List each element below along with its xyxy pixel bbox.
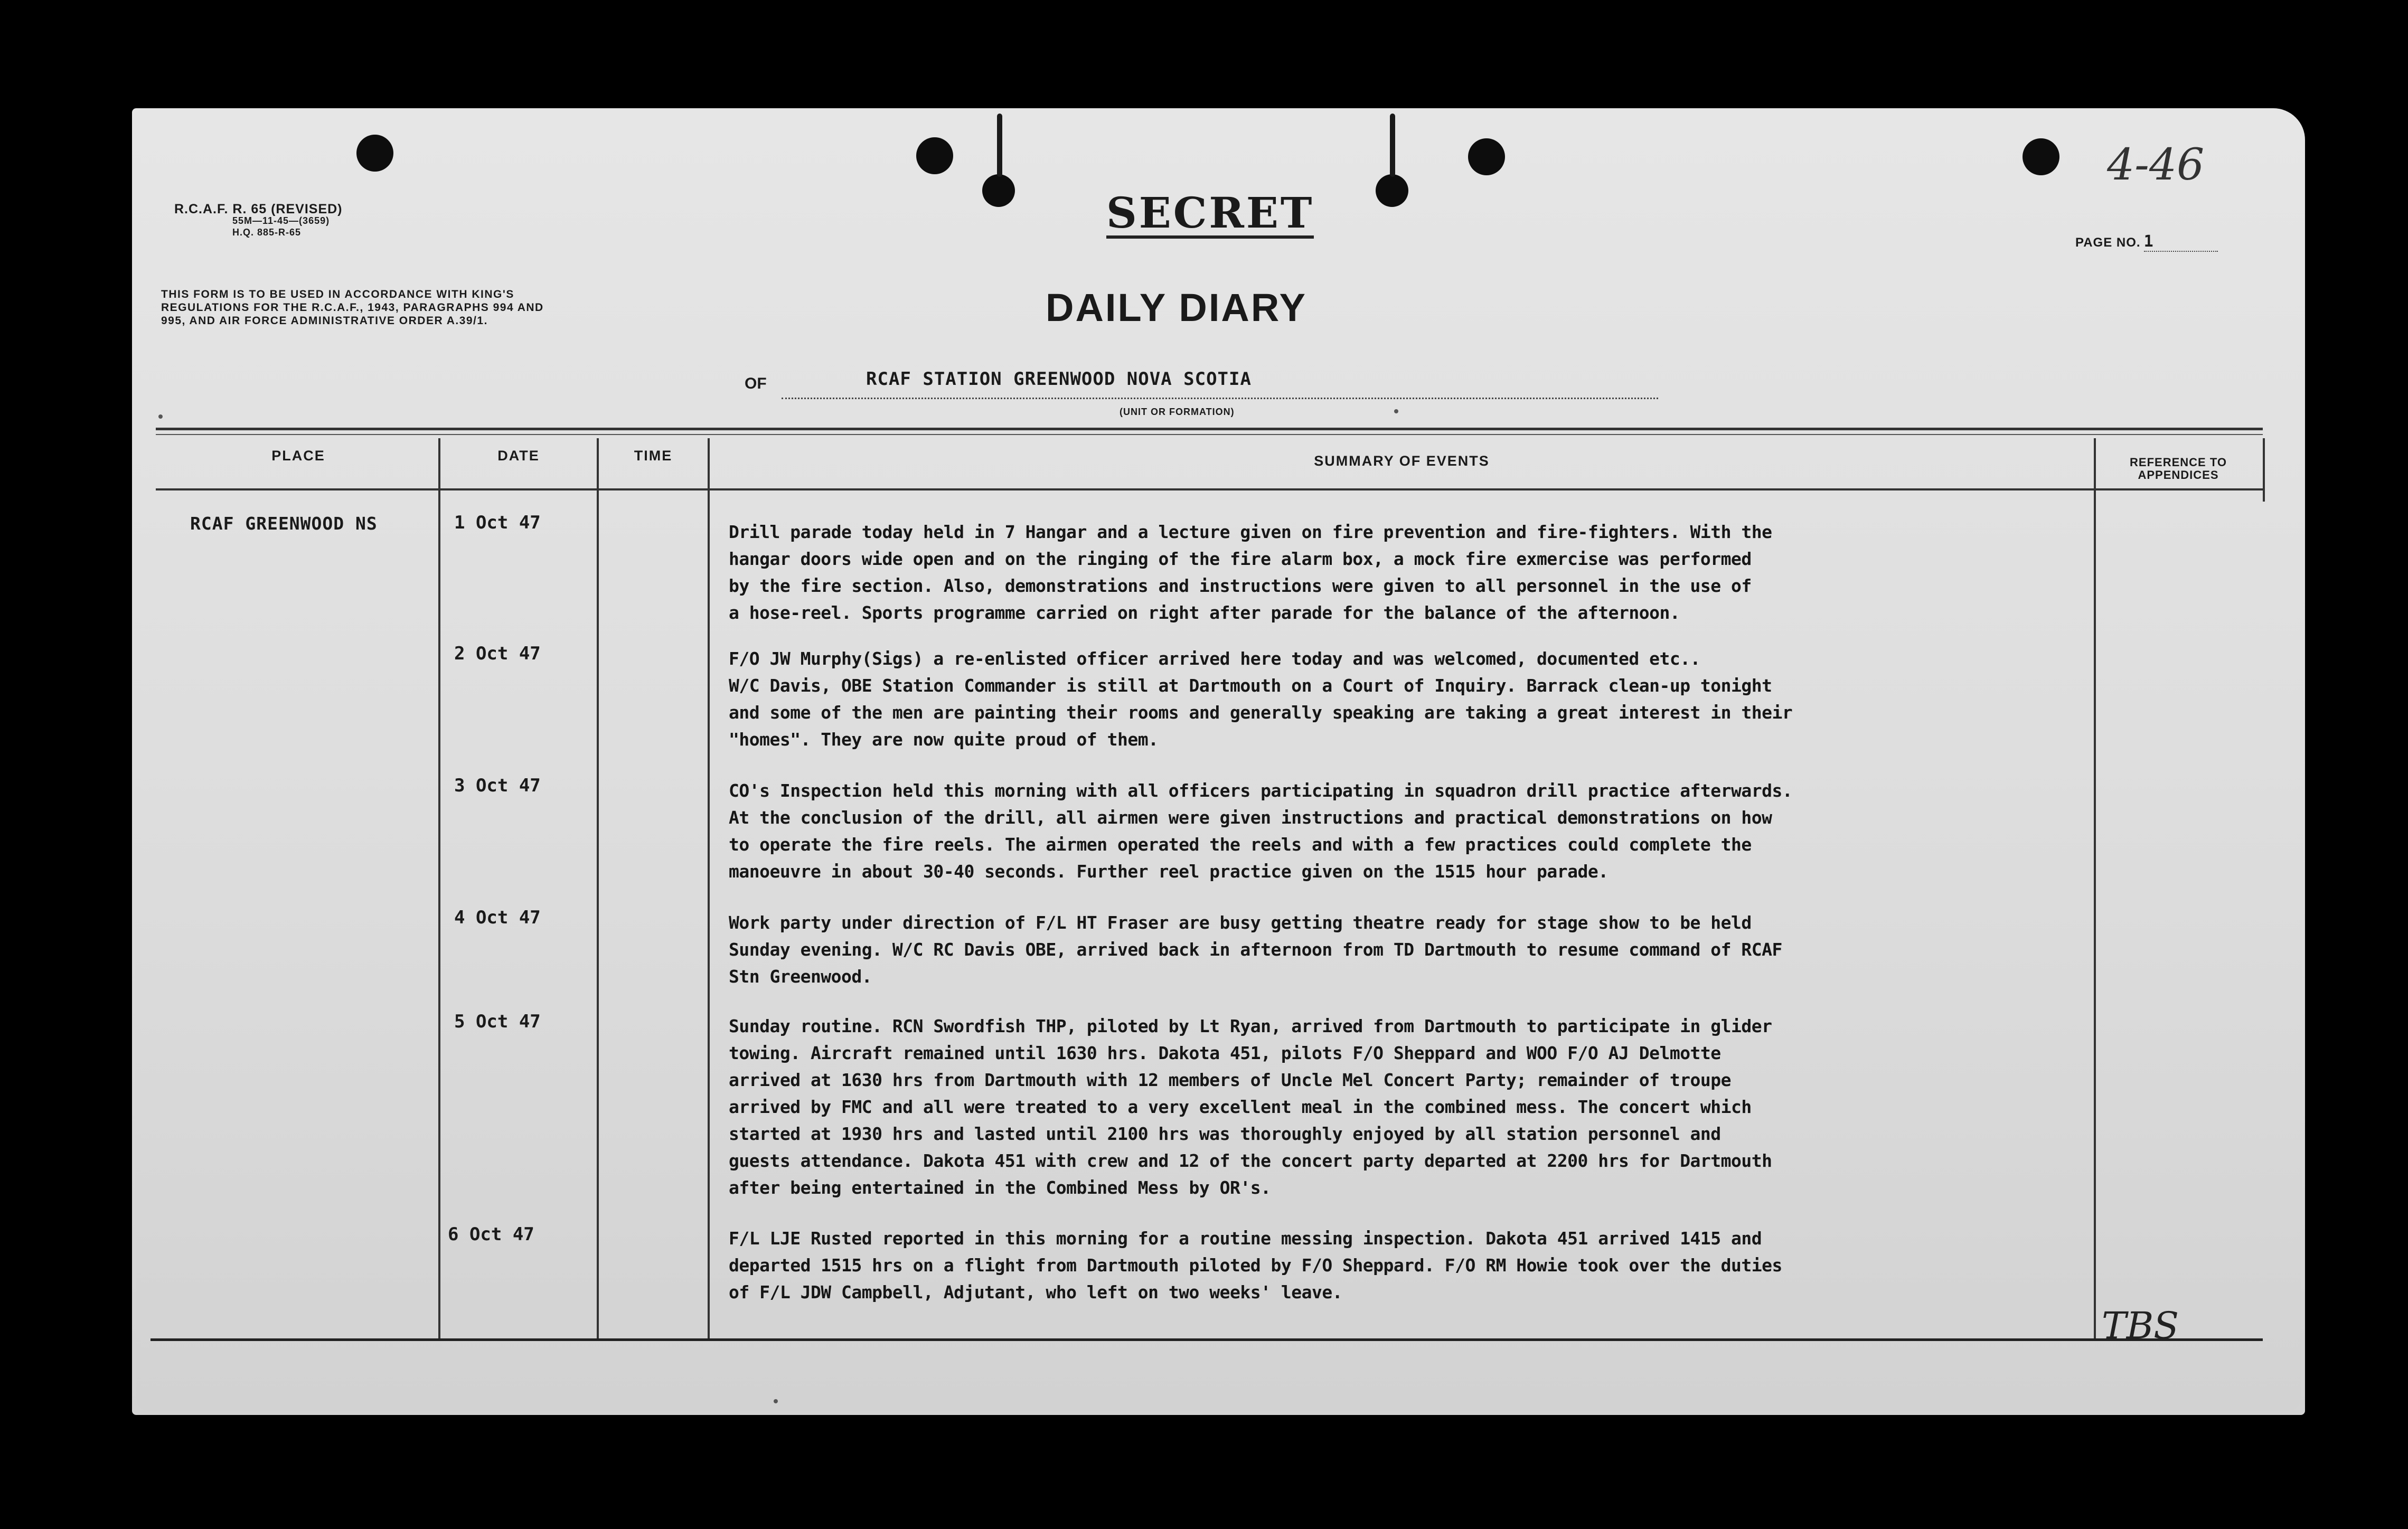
entry-line: arrived by FMC and all were treated to a very excellent meal in the combined mess. The concert which (729, 1097, 1752, 1117)
form-hq-ref: H.Q. 885-R-65 (232, 227, 302, 238)
place-cell: RCAF GREENWOOD NS (190, 513, 378, 534)
entry-line: departed 1515 hrs on a flight from Dartmouth piloted by F/O Sheppard. F/O RM Howie took over the duties (729, 1255, 1782, 1276)
punch-hole (1468, 138, 1505, 175)
entry-line: F/O JW Murphy(Sigs) a re-enlisted officer arrived here today and was welcomed, documented etc.. (729, 648, 1700, 669)
form-reference (174, 203, 343, 238)
classification-stamp: SECRET (1106, 188, 1314, 238)
date-cell: 6 Oct 47 (448, 1224, 534, 1245)
column-header-place: PLACE (271, 448, 325, 464)
paper-speck (1394, 409, 1398, 413)
entry-line: arrived at 1630 hrs from Dartmouth with 12 members of Uncle Mel Concert Party; remainder of troupe (729, 1070, 1732, 1090)
entry-line: Stn Greenwood. (729, 966, 872, 987)
entry-line: guests attendance. Dakota 451 with crew and 12 of the concert party departed at 2200 hrs for Dartmouth (729, 1150, 1772, 1171)
table-top-rule (156, 428, 2263, 430)
punch-hole (356, 135, 393, 172)
form-print-code: 55M—11-45—(3659) (232, 215, 330, 226)
form-number: R.C.A.F. R. 65 (REVISED) (174, 202, 343, 216)
entry-line: towing. Aircraft remained until 1630 hrs. Dakota 451, pilots F/O Sheppard and WOO F/O AJ Delmotte (729, 1043, 1721, 1063)
paper-speck (158, 414, 163, 419)
page-title: DAILY DIARY (1046, 286, 1307, 329)
column-header-summary: SUMMARY OF EVENTS (1314, 453, 1490, 469)
regulations-note: THIS FORM IS TO BE USED IN ACCORDANCE WITH KING'S REGULATIONS FOR THE R.C.A.F., 1943, PARAGRAPHS 994 AND 995, AND AIR FORCE ADMINISTRATIVE ORDER A.39/1. (161, 288, 544, 327)
page-number-value: 1 (2144, 232, 2218, 252)
entry-line: Work party under direction of F/L HT Fraser are busy getting theatre ready for stage show to be held (729, 912, 1752, 933)
paper-speck (774, 1399, 778, 1403)
entry-line: F/L LJE Rusted reported in this morning for a routine messing inspection. Dakota 451 arrived 1415 and (729, 1228, 1762, 1249)
binder-tag (997, 114, 1002, 177)
entry-line: a hose-reel. Sports programme carried on right after parade for the balance of the afternoon. (729, 602, 1680, 623)
entry-line: Sunday routine. RCN Swordfish THP, piloted by Lt Ryan, arrived from Dartmouth to participate in glider (729, 1016, 1772, 1036)
entry-line: manoeuvre in about 30-40 seconds. Further reel practice given on the 1515 hour parade. (729, 861, 1609, 882)
entry-line: of F/L JDW Campbell, Adjutant, who left on two weeks' leave. (729, 1282, 1343, 1303)
punch-hole (1376, 174, 1408, 207)
column-header-time: TIME (634, 448, 673, 464)
page-number (2075, 232, 2218, 252)
page-number-label: PAGE NO. (2075, 235, 2141, 250)
punch-hole (916, 137, 953, 174)
entry-line: W/C Davis, OBE Station Commander is still at Dartmouth on a Court of Inquiry. Barrack clean-up tonight (729, 675, 1772, 696)
entry-line: and some of the men are painting their rooms and generally speaking are taking a great interest in their (729, 702, 1793, 723)
date-cell: 4 Oct 47 (454, 907, 541, 928)
diary-entry (729, 518, 2102, 626)
entry-line: Drill parade today held in 7 Hangar and a lecture given on fire prevention and fire-fighters. With the (729, 522, 1772, 542)
entry-line: At the conclusion of the drill, all airmen were given instructions and practical demonstrations on how (729, 807, 1772, 828)
diary-entry (729, 1225, 2102, 1306)
entry-line: started at 1930 hrs and lasted until 2100 hrs was thoroughly enjoyed by all station personnel and (729, 1124, 1721, 1144)
handwritten-reference: 4-46 (2107, 140, 2205, 190)
punch-hole (2023, 138, 2059, 175)
entry-line: CO's Inspection held this morning with all officers participating in squadron drill practice afterwards. (729, 780, 1793, 801)
date-cell: 1 Oct 47 (454, 512, 541, 533)
column-divider (2263, 438, 2265, 502)
unit-value: RCAF STATION GREENWOOD NOVA SCOTIA (866, 369, 1252, 390)
date-cell: 3 Oct 47 (454, 775, 541, 796)
diary-entry (729, 777, 2102, 885)
entry-line: Sunday evening. W/C RC Davis OBE, arrived back in afternoon from TD Dartmouth to resume command of RCAF (729, 939, 1782, 960)
diary-entry (729, 645, 2102, 753)
diary-entry (729, 1013, 2102, 1201)
entry-line: "homes". They are now quite proud of them. (729, 729, 1159, 750)
entry-line: after being entertained in the Combined Mess by OR's. (729, 1177, 1271, 1198)
entry-line: by the fire section. Also, demonstrations and instructions were given to all personnel in the use of (729, 575, 1752, 596)
column-header-date: DATE (497, 448, 540, 464)
date-cell: 5 Oct 47 (454, 1011, 541, 1032)
entry-line: to operate the fire reels. The airmen operated the reels and with a few practices could complete the (729, 834, 1752, 855)
column-header-reference: REFERENCE TO APPENDICES (2130, 456, 2227, 482)
binder-tag (1390, 114, 1395, 177)
table-bottom-rule (150, 1338, 2263, 1341)
column-divider (708, 438, 710, 1338)
unit-caption: (UNIT OR FORMATION) (1120, 407, 1235, 417)
diary-entry (729, 909, 2102, 990)
of-label: OF (745, 375, 767, 392)
table-header-rule (156, 488, 2263, 490)
handwritten-initials: TBS (2102, 1304, 2179, 1347)
column-divider (438, 438, 440, 1338)
date-cell: 2 Oct 47 (454, 643, 541, 664)
table-top-rule-thin (156, 434, 2263, 435)
column-divider (597, 438, 599, 1338)
entry-line: hangar doors wide open and on the ringing of the fire alarm box, a mock fire exmercise was performed (729, 549, 1752, 569)
punch-hole (982, 174, 1015, 207)
